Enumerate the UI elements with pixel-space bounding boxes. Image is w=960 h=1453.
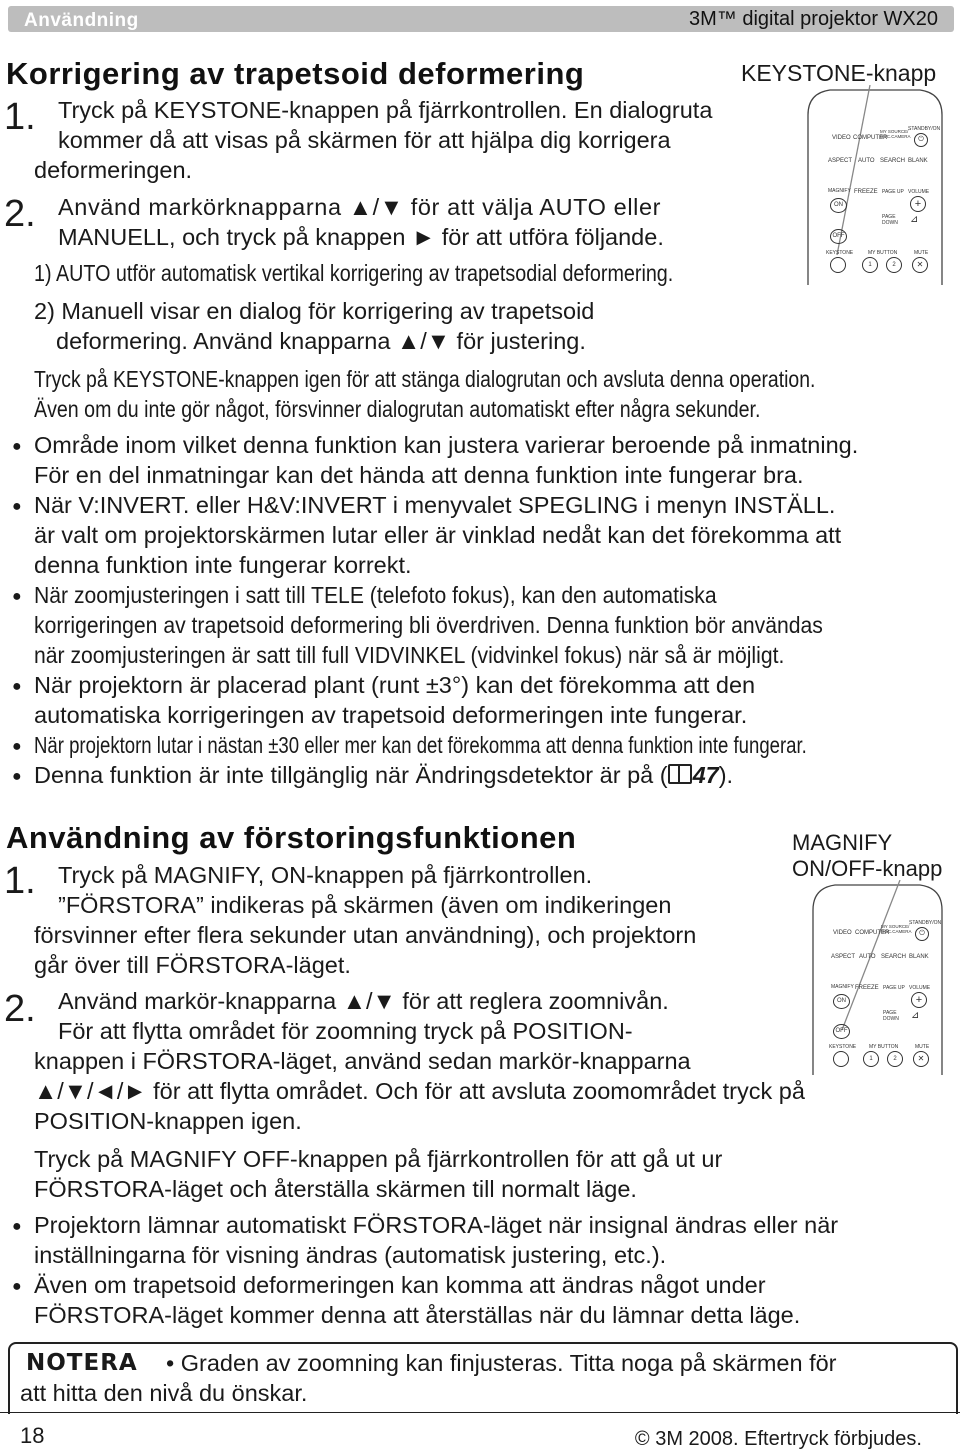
page-up-button[interactable]: PAGE UP [882,189,904,195]
magnify-title: Användning av förstoringsfunktionen [6,820,577,855]
magnify-off-button[interactable]: OFF [830,229,847,244]
computer-button[interactable]: COMPUTER [855,930,890,936]
page-down-button[interactable]: PAGE DOWN [883,1010,899,1022]
mute-label: MUTE [914,250,929,256]
blank-button[interactable]: BLANK [909,954,929,960]
book-icon [668,764,692,784]
bullet-text: Denna funktion är inte tillgänglig när Ändringsdetektor är på ( 47). [34,762,734,788]
my-button-label: MY BUTTON [869,1044,899,1050]
step-text: Använd markörknapparna ▲/▼ för att välja AUTO eller [58,194,662,220]
step-text: ”FÖRSTORA” indikeras på skärmen (även om indikeringen [58,892,672,918]
volume-up-icon[interactable]: + [911,992,927,1008]
magnify-off-button[interactable]: OFF [833,1024,850,1039]
bullet-icon: ● [12,498,22,515]
aspect-button[interactable]: ASPECT [831,954,856,960]
freeze-button[interactable]: FREEZE [854,189,878,195]
note-text: att hitta den nivå du önskar. [20,1380,308,1406]
standby-label: STANDBY/ON [908,126,941,132]
video-button[interactable]: VIDEO [832,135,851,141]
bullet-text: När projektorn är placerad plant (runt ±3°) kan det förekomma att den [34,672,756,698]
computer-button[interactable]: COMPUTER [853,135,888,141]
step-text: För att flytta området för zoomning tryck på POSITION- [58,1018,633,1044]
power-icon[interactable]: ⏻ [915,927,929,941]
step-number: 2. [4,193,36,235]
keystone-label: KEYSTONE [829,1044,857,1050]
bullet-text: är valt om projektorskärmen lutar eller är vinklad nedåt kan det förekomma att [34,522,842,548]
page-down-button[interactable]: PAGE DOWN [882,214,898,226]
product-label: 3M™ digital projektor WX20 [689,8,938,30]
auto-button[interactable]: AUTO [858,158,875,164]
step-text: kommer då att visas på skärmen för att hjälpa dig korrigera [58,127,671,153]
step-text: POSITION-knappen igen. [34,1108,302,1134]
bullet-icon: ● [12,738,22,755]
bullet-text: Projektorn lämnar automatiskt FÖRSTORA-läget när insignal ändras eller när [34,1212,839,1238]
keystone-title: Korrigering av trapetsoid deformering [6,56,585,91]
keystone-callout: KEYSTONE-knapp [741,60,937,86]
step-text: ▲/▼/◄/► för att flytta området. Och för att avsluta zoomområdet tryck på [34,1078,805,1104]
magnify-on-button[interactable]: ON [833,994,850,1009]
bullet-icon: ● [12,678,22,695]
copyright: © 3M 2008. Eftertryck förbjudes. [634,1428,922,1450]
paragraph: Även om du inte gör något, försvinner dialogrutan automatiskt efter några sekunder. [34,396,761,422]
paragraph: Tryck på MAGNIFY OFF-knappen på fjärrkontrollen för att gå ut ur [34,1146,723,1172]
my-source-button[interactable]: MY SOURCE/ DOC.CAMERA [880,129,911,139]
auto-button[interactable]: AUTO [859,954,876,960]
step-text: Tryck på KEYSTONE-knappen på fjärrkontrollen. En dialogruta [58,97,713,123]
bullet-text: FÖRSTORA-läget kommer denna att återställas när du lämnar detta läge. [34,1302,801,1328]
search-button[interactable]: SEARCH [881,954,907,960]
step-number: 1. [4,860,36,902]
my-source-button[interactable]: MY SOURCE/ DOC.CAMERA [881,924,912,934]
step-text: Tryck på MAGNIFY, ON-knappen på fjärrkontrollen. [58,862,593,888]
step-number: 2. [4,988,36,1030]
keystone-label: KEYSTONE [826,250,854,256]
step-text: Använd markör-knapparna ▲/▼ för att reglera zoomnivån. [58,988,669,1014]
paragraph: FÖRSTORA-läget och återställa skärmen till normalt läge. [34,1176,637,1202]
my-button-1[interactable]: 1 [862,257,878,273]
volume-down-icon[interactable]: ⊿ [910,214,919,225]
step-text: går över till FÖRSTORA-läget. [34,952,351,978]
volume-down-icon[interactable]: ⊿ [911,1010,920,1021]
my-button-1[interactable]: 1 [863,1051,879,1067]
bullet-text: när zoomjusteringen är satt till full VIDVINKEL (vidvinkel fokus) när så är möjligt. [34,642,785,668]
bullet-text: automatiska korrigeringen av trapetsoid deformeringen inte fungerar. [34,702,748,728]
my-button-2[interactable]: 2 [886,257,902,273]
standby-label: STANDBY/ON [909,920,942,926]
bullet-icon: ● [12,438,22,455]
magnify-on-button[interactable]: ON [830,198,847,213]
bullet-text: inställningarna för visning ändras (automatisk justering, etc.). [34,1242,667,1268]
bullet-text: korrigeringen av trapetsoid deformering bli överdriven. Denna funktion bör användas [34,612,823,638]
search-button[interactable]: SEARCH [880,158,906,164]
magnify-label: MAGNIFY [831,984,854,990]
page-reference-link[interactable]: 47 [692,762,719,788]
page-number: 18 [20,1423,45,1448]
my-button-2[interactable]: 2 [887,1051,903,1067]
blank-button[interactable]: BLANK [908,158,928,164]
mute-icon[interactable]: ✕ [913,1051,929,1067]
sub-item-manual: deformering. Använd knapparna ▲/▼ för justering. [56,328,586,354]
step-text: knappen i FÖRSTORA-läget, använd sedan markör-knapparna [34,1048,691,1074]
bullet-icon: ● [12,1218,22,1235]
page-up-button[interactable]: PAGE UP [883,985,905,991]
bullet-text: När V:INVERT. eller H&V:INVERT i menyvalet SPEGLING i menyn INSTÄLL. [34,492,836,518]
sub-item-manual: 2) Manuell visar en dialog för korrigering av trapetsoid [34,298,595,324]
bullet-text: När projektorn lutar i nästan ±30 eller mer kan det förekomma att denna funktion inte fungerar. [34,732,807,758]
volume-label: VOLUME [909,985,931,991]
mute-label: MUTE [915,1044,930,1050]
my-button-label: MY BUTTON [868,250,898,256]
note-text: • Graden av zoomning kan finjusteras. Titta noga på skärmen för [166,1350,837,1376]
footer-rule [0,1412,960,1413]
bullet-icon: ● [12,588,22,605]
bullet-icon: ● [12,768,22,785]
step-text: försvinner efter flera sekunder utan användning), och projektorn [34,922,697,948]
bullet-text: Område inom vilket denna funktion kan justera varierar beroende på inmatning. [34,432,859,458]
freeze-button[interactable]: FREEZE [855,985,879,991]
mute-icon[interactable]: ✕ [912,257,928,273]
bullet-icon: ● [12,1278,22,1295]
magnify-callout: MAGNIFY ON/OFF-knapp [792,830,943,881]
aspect-button[interactable]: ASPECT [828,158,853,164]
power-icon[interactable]: ⏻ [914,133,928,147]
video-button[interactable]: VIDEO [833,930,852,936]
volume-up-icon[interactable]: + [910,196,926,212]
bullet-text: För en del inmatningar kan det hända att denna funktion inte fungerar bra. [34,462,804,488]
bullet-text: När zoomjusteringen i satt till TELE (telefoto fokus), kan den automatiska [34,582,717,608]
sub-item-auto: 1) AUTO utför automatisk vertikal korrigering av trapetsodial deformering. [34,260,674,286]
volume-label: VOLUME [908,189,930,195]
magnify-label: MAGNIFY [828,188,851,194]
step-number: 1. [4,96,36,138]
keystone-button[interactable] [833,1051,849,1067]
bullet-text: Även om trapetsoid deformeringen kan komma att ändras något under [34,1272,766,1298]
section-label: Användning [24,10,139,31]
keystone-button[interactable] [830,257,846,273]
step-text: deformeringen. [34,157,193,183]
paragraph: Tryck på KEYSTONE-knappen igen för att stänga dialogrutan och avsluta denna operation. [34,366,816,392]
step-text: MANUELL, och tryck på knappen ► för att utföra följande. [58,224,664,250]
note-label: NOTERA [26,1350,138,1376]
bullet-text: denna funktion inte fungerar korrekt. [34,552,412,578]
